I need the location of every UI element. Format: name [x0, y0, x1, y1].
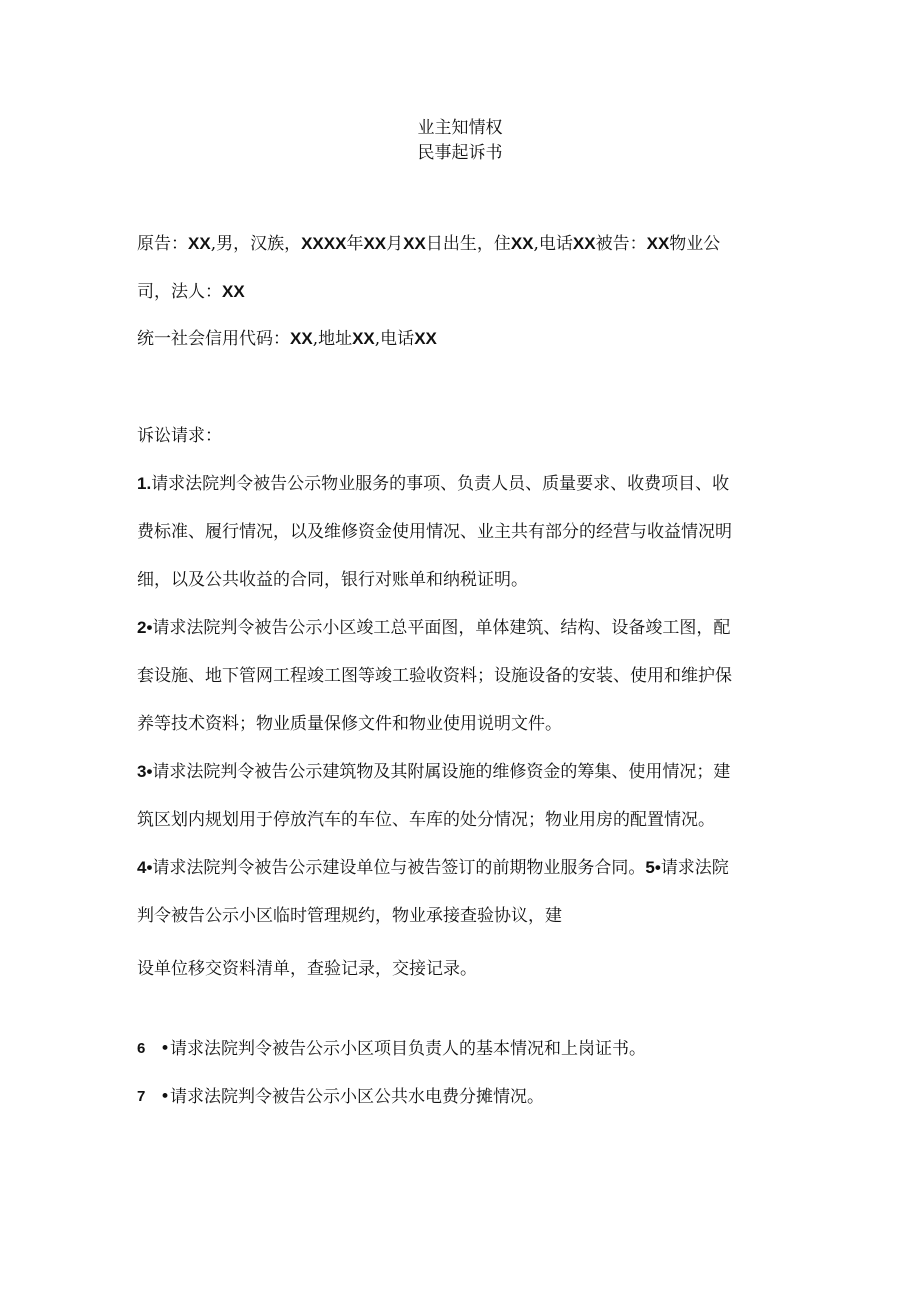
claim-2-line-2	[137, 665, 787, 687]
claim-5-line-2	[137, 905, 787, 927]
claim-1-line-2	[137, 521, 787, 543]
text-segment: ,地址	[312, 329, 353, 349]
text-segment: ,电话	[374, 329, 415, 349]
text-segment: 请求法院判令被告公示建筑物及其附属设施的维修资金的筹集、使用情况；建	[152, 762, 731, 782]
text-segment: 日出生，住	[425, 234, 511, 254]
text-segment: 判令被告公示小区临时管理规约，物业承接查验协议，建	[137, 906, 562, 926]
text-segment: 请求法院判令被告公示小区竣工总平面图，单体建筑、结构、设备竣工图，配	[152, 618, 731, 638]
text-segment: 请求法院	[660, 858, 729, 878]
text-segment: 月	[386, 234, 404, 254]
text-segment: 设单位移交资料清单，查验记录，交接记录。	[137, 959, 477, 979]
text-segment: 原告：	[137, 234, 188, 254]
claim-3-line-1	[137, 761, 787, 783]
text-segment: 费标准、履行情况，以及维修资金使用情况、业主共有部分的经营与收益情况明	[137, 522, 732, 542]
text-segment: 细，以及公共收益的合同，银行对账单和纳税证明。	[137, 570, 528, 590]
document-title-line2: 民事起诉书	[417, 143, 503, 163]
text-segment: ,电话	[533, 234, 573, 254]
bold-text-segment: 4•	[137, 858, 153, 877]
bold-text-segment: 3•	[137, 762, 153, 781]
claim-6-number: 6	[137, 1040, 146, 1057]
bold-text-segment: XX	[188, 234, 211, 253]
text-segment: 筑区划内规划用于停放汽车的车位、车库的处分情况；物业用房的配置情况。	[137, 810, 715, 830]
claim-7-number: 7	[137, 1088, 146, 1105]
claim-5-line-3	[137, 958, 787, 980]
text-segment: 请求法院判令被告公示物业服务的事项、负责人员、质量要求、收费项目、收	[151, 474, 730, 494]
claims-heading: 诉讼请求：	[137, 426, 222, 446]
claim-2-line-1	[137, 617, 787, 639]
claim-3-line-2	[137, 809, 787, 831]
bold-text-segment: XX	[363, 234, 387, 253]
bold-text-segment: XXXX	[301, 234, 347, 253]
bold-text-segment: XX	[646, 234, 670, 253]
text-segment: 年	[346, 234, 364, 254]
text-segment: 请求法院判令被告公示建设单位与被告签订的前期物业服务合同。	[152, 858, 646, 878]
text-segment: 套设施、地下管网工程竣工图等竣工验收资料；设施设备的安装、使用和维护保	[137, 666, 732, 686]
claim-1-line-3	[137, 569, 787, 591]
text-segment: 被告：	[595, 234, 647, 254]
text-segment: 司，法人：	[137, 282, 222, 302]
bold-text-segment: XX	[222, 282, 245, 301]
bold-text-segment: 5•	[645, 858, 661, 877]
claim-6-text: •请求法院判令被告公示小区项目负责人的基本情况和上岗证书。	[160, 1039, 647, 1059]
text-segment: 统一社会信用代码：	[137, 329, 290, 349]
claim-2-line-3	[137, 713, 787, 735]
bold-text-segment: XX	[510, 234, 534, 253]
parties-line-3	[137, 328, 787, 350]
parties-line-2	[137, 281, 787, 303]
bold-text-segment: 2•	[137, 618, 153, 637]
text-segment: 养等技术资料；物业质量保修文件和物业使用说明文件。	[137, 714, 562, 734]
bold-text-segment: XX	[403, 234, 426, 253]
parties-line-1	[137, 233, 787, 255]
claim-4-5-line-1	[137, 857, 787, 879]
bold-text-segment: XX	[352, 329, 375, 348]
bold-text-segment: XX	[572, 234, 596, 253]
bold-text-segment: XX	[414, 329, 437, 348]
document-title-line1: 业主知情权	[417, 118, 503, 138]
text-segment: ,男，汉族，	[210, 234, 302, 254]
bold-text-segment: 1.	[137, 474, 152, 493]
bold-text-segment: XX	[290, 329, 313, 348]
claim-7-text: •请求法院判令被告公示小区公共水电费分摊情况。	[160, 1087, 545, 1107]
claim-1-line-1	[137, 473, 787, 495]
text-segment: 物业公	[669, 234, 721, 254]
